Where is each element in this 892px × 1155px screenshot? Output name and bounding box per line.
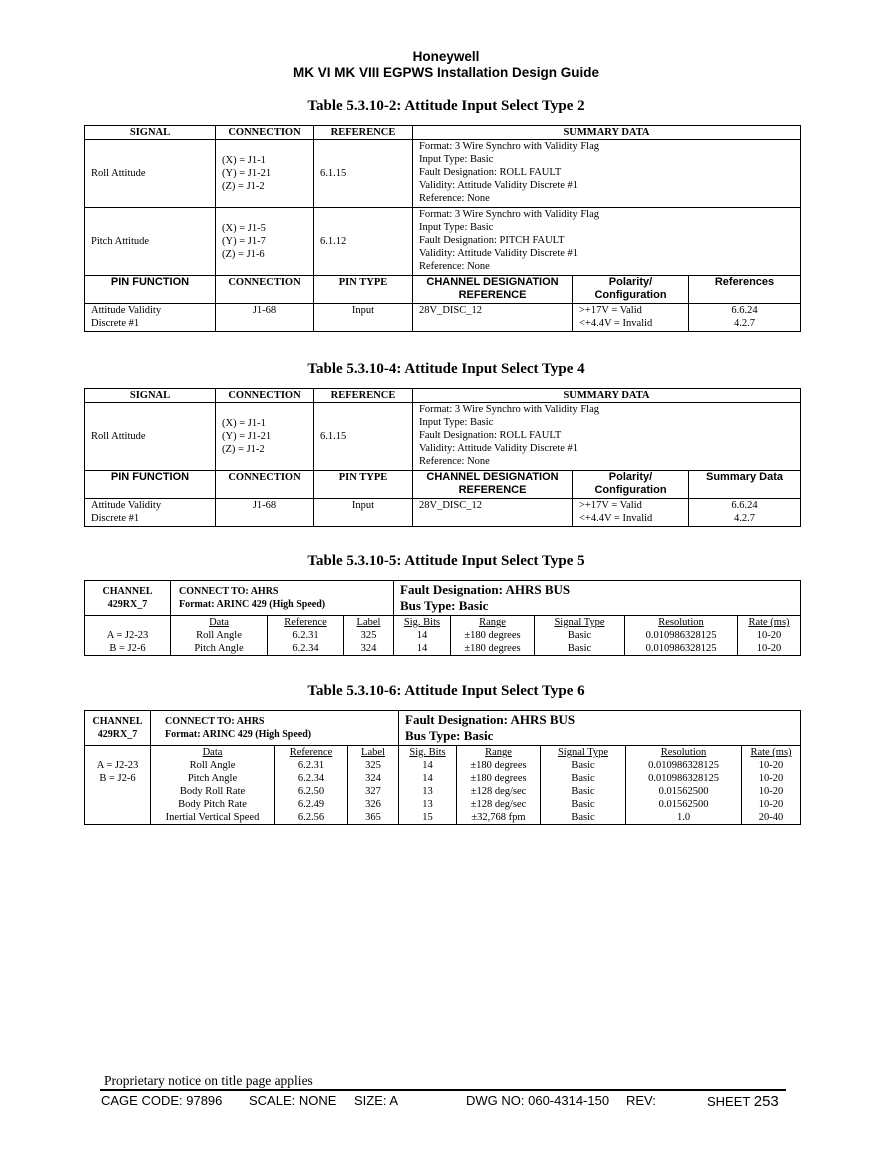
pin-header-connection: CONNECTION <box>216 471 314 499</box>
pin-channel-cell: 28V_DISC_12 <box>413 499 573 527</box>
table4-header-reference: REFERENCE <box>314 389 413 403</box>
table4 <box>84 388 801 527</box>
sheet-number: 253 <box>753 1093 779 1110</box>
table6-title: Table 5.3.10-6: Attitude Input Select Type 6 <box>307 683 585 699</box>
resolution-cell: 0.010986328125 <box>625 629 738 642</box>
resolution-cell: 0.01562500 <box>626 798 742 811</box>
bus-format: Format: ARINC 429 (High Speed) <box>165 729 312 740</box>
col-header-data: Data <box>171 616 268 630</box>
signal-type-cell: Basic <box>541 811 626 825</box>
col-header-range: Range <box>457 746 541 760</box>
table-row <box>85 140 801 208</box>
signal-cell: Pitch Attitude <box>85 208 216 276</box>
col-header-reference: Reference <box>268 616 344 630</box>
reference-cell: 6.2.34 <box>275 772 348 785</box>
data-cell: Roll Angle <box>171 629 268 642</box>
col-header-sig-bits: Sig. Bits <box>399 746 457 760</box>
table2-header-reference: REFERENCE <box>314 126 413 140</box>
summary-cell: Format: 3 Wire Synchro with Validity Flag Input Type: Basic Fault Designation: ROLL FAULT Validity: Attitude Validity Discrete #1 Reference: None <box>413 403 801 471</box>
proprietary-notice: Proprietary notice on title page applies <box>104 1073 313 1088</box>
pin-type-cell: Input <box>314 304 413 332</box>
col-header-resolution: Resolution <box>625 616 738 630</box>
bus-format: Format: ARINC 429 (High Speed) <box>179 599 326 610</box>
pin-polarity-cell: >+17V = Valid <+4.4V = Invalid <box>573 304 689 332</box>
pin-header-pin-type: PIN TYPE <box>314 276 413 304</box>
table-row <box>85 642 801 656</box>
rate-cell: 10-20 <box>738 629 801 642</box>
pin-connection-cell: J1-68 <box>216 304 314 332</box>
table-row <box>85 499 801 527</box>
connection-cell: (X) = J1-1 (Y) = J1-21 (Z) = J1-2 <box>216 140 314 208</box>
fault-cell <box>399 711 801 746</box>
reference-cell: 6.2.34 <box>268 642 344 656</box>
pin-header-channel: CHANNEL DESIGNATION REFERENCE <box>413 471 573 499</box>
col-header-signal-type: Signal Type <box>535 616 625 630</box>
range-cell: ±128 deg/sec <box>457 785 541 798</box>
reference-cell: 6.2.31 <box>275 759 348 772</box>
footer-divider <box>100 1089 786 1091</box>
label-cell: 327 <box>348 785 399 798</box>
table2-header-summary: SUMMARY DATA <box>413 126 801 140</box>
reference-cell: 6.1.12 <box>314 208 413 276</box>
rate-cell: 10-20 <box>742 772 801 785</box>
pin-header-pin-type: PIN TYPE <box>314 471 413 499</box>
label-cell: 365 <box>348 811 399 825</box>
bus-type: Bus Type: Basic <box>405 728 494 743</box>
connection-cell: (X) = J1-5 (Y) = J1-7 (Z) = J1-6 <box>216 208 314 276</box>
label-cell: 325 <box>344 629 394 642</box>
table-row <box>85 208 801 276</box>
table6 <box>84 710 801 825</box>
reference-cell: 6.1.15 <box>314 403 413 471</box>
signal-cell: Roll Attitude <box>85 140 216 208</box>
rate-cell: 10-20 <box>742 798 801 811</box>
rate-cell: 20-40 <box>742 811 801 825</box>
rate-cell: 10-20 <box>742 785 801 798</box>
table2-header-signal: SIGNAL <box>85 126 216 140</box>
channel-cell: CHANNEL 429RX_7 <box>85 711 151 746</box>
table5 <box>84 580 801 656</box>
data-cell: Body Pitch Rate <box>151 798 275 811</box>
table4-header-connection: CONNECTION <box>216 389 314 403</box>
signal-type-cell: Basic <box>535 629 625 642</box>
pin-header-references: References <box>689 276 801 304</box>
data-cell: Pitch Angle <box>151 772 275 785</box>
scale: SCALE: NONE <box>249 1093 337 1108</box>
rate-cell: 10-20 <box>742 759 801 772</box>
sig-bits-cell: 14 <box>399 772 457 785</box>
col-header-sig-bits: Sig. Bits <box>394 616 451 630</box>
pin-connection-cell: J1-68 <box>216 499 314 527</box>
connect-to: CONNECT TO: AHRS <box>165 716 265 727</box>
table-row <box>85 798 801 811</box>
connection-cell: (X) = J1-1 (Y) = J1-21 (Z) = J1-2 <box>216 403 314 471</box>
range-cell: ±180 degrees <box>457 759 541 772</box>
rate-cell: 10-20 <box>738 642 801 656</box>
connect-cell <box>151 711 399 746</box>
table-row <box>85 629 801 642</box>
drawing-number: DWG NO: 060-4314-150 <box>466 1093 610 1108</box>
sig-bits-cell: 14 <box>394 629 451 642</box>
company-name: Honeywell <box>412 49 480 64</box>
table-row <box>85 811 801 825</box>
cage-code: CAGE CODE: 97896 <box>101 1093 223 1108</box>
sheet-label: SHEET <box>707 1094 751 1109</box>
fault-designation: Fault Designation: AHRS BUS <box>400 582 571 597</box>
signal-type-cell: Basic <box>541 798 626 811</box>
pin-header-polarity: Polarity/ Configuration <box>573 471 689 499</box>
table2-header-connection: CONNECTION <box>216 126 314 140</box>
reference-cell: 6.2.56 <box>275 811 348 825</box>
table4-header-summary: SUMMARY DATA <box>413 389 801 403</box>
table2 <box>84 125 801 332</box>
pin-header-polarity: Polarity/ Configuration <box>573 276 689 304</box>
data-cell: Roll Angle <box>151 759 275 772</box>
connect-cell <box>171 581 394 616</box>
col-header-range: Range <box>451 616 535 630</box>
fault-cell <box>394 581 801 616</box>
signal-type-cell: Basic <box>541 759 626 772</box>
sheet <box>707 1093 779 1110</box>
label-cell: 324 <box>348 772 399 785</box>
pin-header-connection: CONNECTION <box>216 276 314 304</box>
table4-header-signal: SIGNAL <box>85 389 216 403</box>
col-header-data: Data <box>151 746 275 760</box>
pin-references-cell: 6.6.24 4.2.7 <box>689 499 801 527</box>
table2-title: Table 5.3.10-2: Attitude Input Select Type 2 <box>307 98 585 114</box>
pin-references-cell: 6.6.24 4.2.7 <box>689 304 801 332</box>
signal-type-cell: Basic <box>535 642 625 656</box>
signal-type-cell: Basic <box>541 772 626 785</box>
sig-bits-cell: 13 <box>399 785 457 798</box>
range-cell: ±180 degrees <box>451 642 535 656</box>
data-cell: Body Roll Rate <box>151 785 275 798</box>
range-cell: ±32,768 fpm <box>457 811 541 825</box>
summary-cell: Format: 3 Wire Synchro with Validity Flag Input Type: Basic Fault Designation: ROLL FAULT Validity: Attitude Validity Discrete #1 Reference: None <box>413 140 801 208</box>
data-cell: Inertial Vertical Speed <box>151 811 275 825</box>
col-header-rate: Rate (ms) <box>742 746 801 760</box>
resolution-cell: 1.0 <box>626 811 742 825</box>
range-cell: ±180 degrees <box>457 772 541 785</box>
pin-header-function: PIN FUNCTION <box>85 471 216 499</box>
col-header-label: Label <box>348 746 399 760</box>
pins-cell: A = J2-23 B = J2-6 <box>85 616 171 656</box>
range-cell: ±180 degrees <box>451 629 535 642</box>
reference-cell: 6.2.49 <box>275 798 348 811</box>
sig-bits-cell: 14 <box>399 759 457 772</box>
label-cell: 325 <box>348 759 399 772</box>
reference-cell: 6.2.50 <box>275 785 348 798</box>
sig-bits-cell: 15 <box>399 811 457 825</box>
fault-designation: Fault Designation: AHRS BUS <box>405 712 576 727</box>
size: SIZE: A <box>354 1093 399 1108</box>
label-cell: 324 <box>344 642 394 656</box>
table4-title: Table 5.3.10-4: Attitude Input Select Type 4 <box>307 361 585 377</box>
resolution-cell: 0.01562500 <box>626 785 742 798</box>
revision: REV: <box>626 1093 656 1108</box>
pin-function-cell: Attitude Validity Discrete #1 <box>85 499 216 527</box>
bus-type: Bus Type: Basic <box>400 598 489 613</box>
table-row <box>85 772 801 785</box>
col-header-label: Label <box>344 616 394 630</box>
pin-header-function: PIN FUNCTION <box>85 276 216 304</box>
data-cell: Pitch Angle <box>171 642 268 656</box>
col-header-resolution: Resolution <box>626 746 742 760</box>
col-header-signal-type: Signal Type <box>541 746 626 760</box>
table-row <box>85 785 801 798</box>
table-row <box>85 304 801 332</box>
connect-to: CONNECT TO: AHRS <box>179 586 279 597</box>
pin-function-cell: Attitude Validity Discrete #1 <box>85 304 216 332</box>
pins-cell: A = J2-23 B = J2-6 <box>85 746 151 825</box>
channel-cell: CHANNEL 429RX_7 <box>85 581 171 616</box>
document-title: MK VI MK VIII EGPWS Installation Design Guide <box>292 65 600 80</box>
label-cell: 326 <box>348 798 399 811</box>
summary-cell: Format: 3 Wire Synchro with Validity Flag Input Type: Basic Fault Designation: PITCH FAULT Validity: Attitude Validity Discrete #1 Reference: None <box>413 208 801 276</box>
pin-header-summary-data: Summary Data <box>689 471 801 499</box>
sig-bits-cell: 13 <box>399 798 457 811</box>
col-header-reference: Reference <box>275 746 348 760</box>
pin-polarity-cell: >+17V = Valid <+4.4V = Invalid <box>573 499 689 527</box>
signal-type-cell: Basic <box>541 785 626 798</box>
table-row <box>85 759 801 772</box>
reference-cell: 6.1.15 <box>314 140 413 208</box>
reference-cell: 6.2.31 <box>268 629 344 642</box>
resolution-cell: 0.010986328125 <box>625 642 738 656</box>
pin-header-channel: CHANNEL DESIGNATION REFERENCE <box>413 276 573 304</box>
table5-title: Table 5.3.10-5: Attitude Input Select Type 5 <box>307 553 585 569</box>
pin-channel-cell: 28V_DISC_12 <box>413 304 573 332</box>
resolution-cell: 0.010986328125 <box>626 759 742 772</box>
signal-cell: Roll Attitude <box>85 403 216 471</box>
resolution-cell: 0.010986328125 <box>626 772 742 785</box>
col-header-rate: Rate (ms) <box>738 616 801 630</box>
table-row <box>85 403 801 471</box>
range-cell: ±128 deg/sec <box>457 798 541 811</box>
sig-bits-cell: 14 <box>394 642 451 656</box>
pin-type-cell: Input <box>314 499 413 527</box>
